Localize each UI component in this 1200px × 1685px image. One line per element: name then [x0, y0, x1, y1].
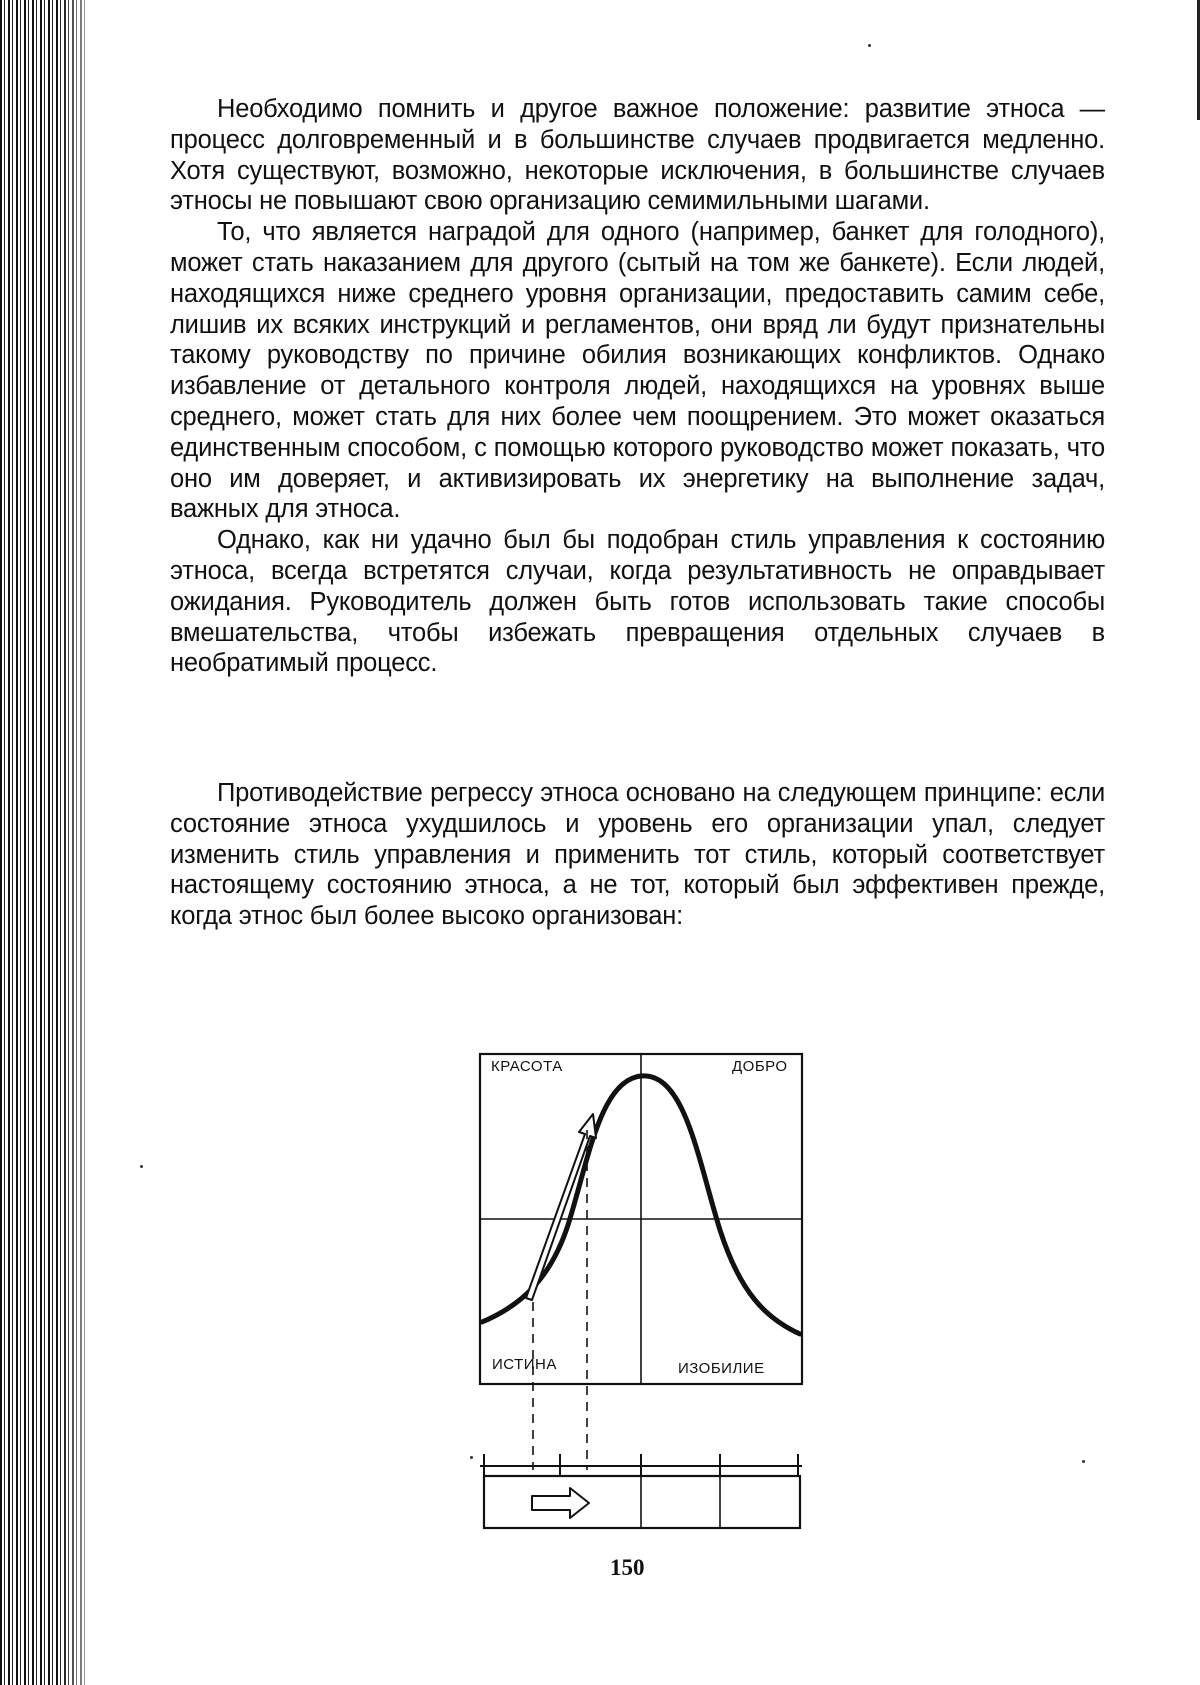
label-good: ДОБРО — [732, 1058, 788, 1075]
diagram-graphics — [440, 1040, 820, 1550]
label-truth: ИСТИНА — [492, 1356, 557, 1373]
right-arrow — [532, 1488, 589, 1518]
scan-speck — [140, 1165, 143, 1168]
scan-speck — [470, 1456, 473, 1459]
paragraph-3: Однако, как ни удачно был бы подобран стиль управления к состоянию этноса, всегда встретятся случаи, когда результативность не оправдывает ожидания. Руководитель должен быть готов использовать такие способы вмешательства, чтобы избежать превращения отдельных случаев в необратимый процесс. — [170, 526, 1105, 678]
text-section-top — [170, 94, 1105, 679]
label-abundance: ИЗОБИЛИЕ — [678, 1360, 765, 1377]
regression-diagram — [440, 1040, 820, 1550]
label-beauty: КРАСОТА — [491, 1058, 563, 1075]
paragraph-2: То, что является наградой для одного (например, банкет для голодного), может стать наказанием для другого (сытый на том же банкете). Если людей, находящихся ниже среднего уровня организации, предоставить самим себе, лишив их всяких инструкций и регламентов, они вряд ли будут признательны такому руководству по причине обилия возникающих конфликтов. Однако избавление от детального контроля людей, находящихся на уровнях выше среднего, может стать для них более чем поощрением. Это может оказаться единственным способом, с помощью которого руководство может показать, что оно им доверяет, и активизировать их энергетику на выполнение задач, важных для этноса. — [170, 218, 1105, 524]
text-section-principle — [170, 778, 1105, 932]
paragraph-1: Необходимо помнить и другое важное положение: развитие этноса — процесс долговременный и в большинстве случаев продвигается медленно. Хотя существуют, возможно, некоторые исключения, в большинстве случаев этносы не повышают свою организацию семимильными шагами. — [170, 95, 1105, 216]
scan-speck — [1082, 1460, 1085, 1463]
paragraph-principle: Противодействие регрессу этноса основано на следующем принципе: если состояние этноса ухудшилось и уровень его организации упал, следует изменить стиль управления и применить тот стиль, который соответствует настоящему состоянию этноса, а не тот, который был эффективен прежде, когда этнос был более высоко организован: — [170, 779, 1105, 931]
page-number: 150 — [610, 1555, 645, 1580]
scan-speck — [868, 44, 871, 47]
up-arrow — [526, 1114, 596, 1300]
spine-fade — [60, 0, 88, 1685]
